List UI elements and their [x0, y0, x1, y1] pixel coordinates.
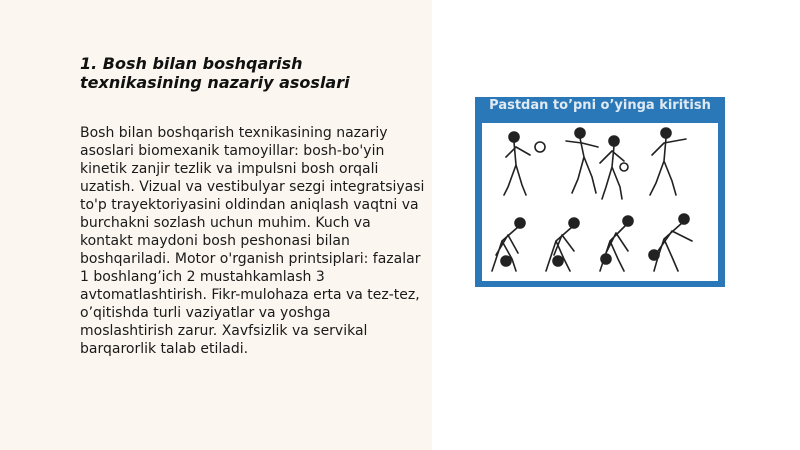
serve-sequence-illustration: [482, 123, 718, 281]
volleyball-serve-figure: [475, 97, 725, 287]
player-figure: [600, 216, 633, 271]
ball: [535, 142, 545, 152]
player-figure: [600, 136, 628, 199]
figure-illustration: [482, 123, 718, 281]
player-figure: [650, 128, 686, 195]
player-figure: [566, 128, 598, 193]
player-figure: [546, 218, 579, 271]
figure-caption: Pastdan to’pni o’yinga kiritish: [489, 98, 711, 113]
player-figure: [492, 218, 525, 271]
player-figure: [649, 214, 692, 271]
slide-title: 1. Bosh bilan boshqarish texnikasining nazariy asoslari: [80, 54, 350, 92]
player-figure: [504, 132, 530, 195]
slide-body-text: Bosh bilan boshqarish texnikasining nazariy asoslari biomexanik tamoyillar: bosh-bo'yin kinetik zanjir tezlik va impulsni bosh orqali uzatish. Vizual va vestibulyar sezgi integratsiyasi to'p trayektoriyasini oldindan aniqlash vaqtni va burchakni sozlash uchun muhim. Kuch va kontakt maydoni bosh peshonasi bilan boshqariladi. Motor o'rganish printsiplari: fazalar 1 boshlang’ich 2 mustahkamlash 3 avtomatlashtirish. Fikr-mulohaza erta va tez-tez, o’qitishda turli vaziyatlar va yoshga moslashtirish zarur. Xavfsizlik va servikal barqarorlik talab etiladi.: [80, 125, 425, 357]
